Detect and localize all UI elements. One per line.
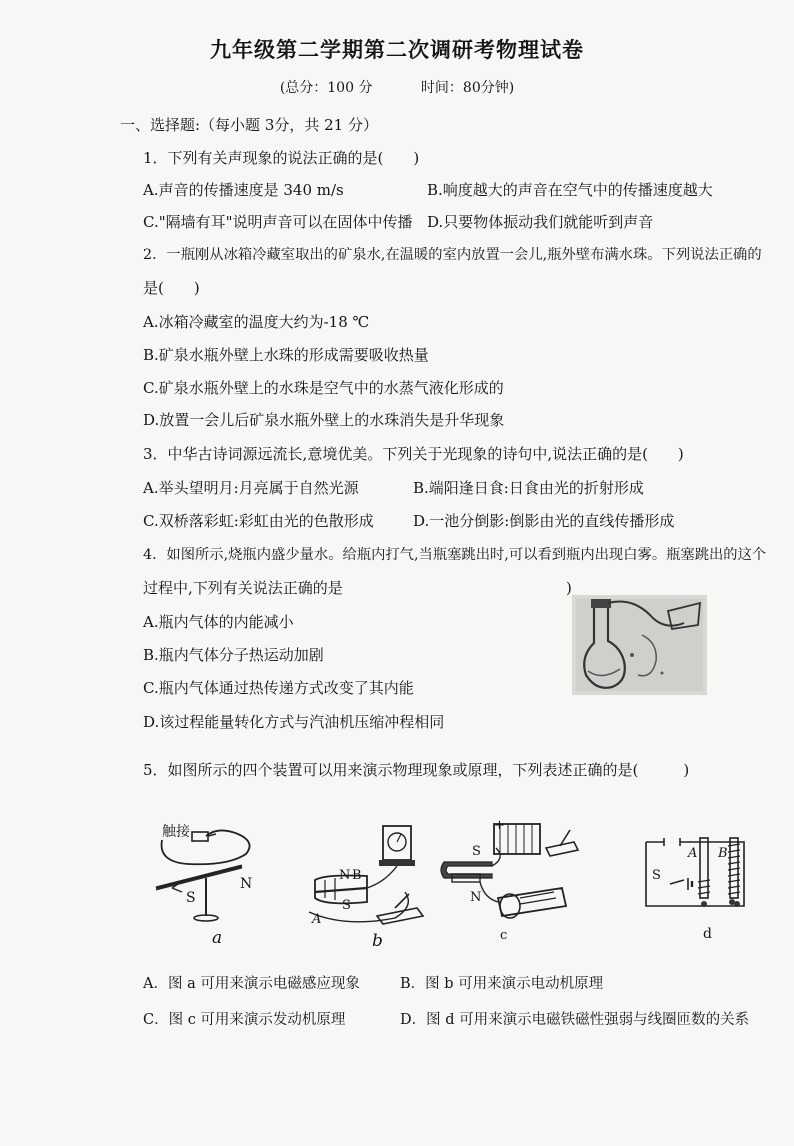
q5-option-d: D．图 d 可用来演示电磁铁磁性强弱与线圈匝数的关系 [400, 1012, 750, 1028]
q5-option-a: A．图 a 可用来演示电磁感应现象 [143, 976, 360, 992]
fig-d-a-label: A [688, 846, 698, 861]
exam-info [0, 77, 794, 97]
q2-stem-line1: 2．一瓶刚从冰箱冷藏室取出的矿泉水,在温暖的室内放置一会儿,瓶外壁布满水珠。下列说法正确的 [143, 247, 762, 263]
q1-option-a: A.声音的传播速度是 340 m/s [143, 181, 344, 199]
fig-d-caption: d [703, 926, 712, 942]
fig-b-n-label: N [339, 868, 351, 883]
q4-option-b: B.瓶内气体分子热运动加剧 [143, 646, 324, 664]
q2-option-d: D.放置一会儿后矿泉水瓶外壁上的水珠消失是升华现象 [143, 411, 505, 429]
fig-c-n-label: N [470, 890, 482, 905]
fig-a-caption: a [212, 928, 223, 948]
q5-option-b: B．图 b 可用来演示电动机原理 [400, 976, 604, 992]
q5-option-c: C．图 c 可用来演示发动机原理 [143, 1012, 346, 1028]
q4-option-c: C.瓶内气体通过热传递方式改变了其内能 [143, 679, 414, 697]
fig-b-s-label: S [342, 898, 351, 913]
q1-option-c: C."隔墙有耳"说明声音可以在固体中传播 [143, 213, 413, 231]
fig-c-caption: c [500, 928, 508, 943]
fig-b-a-label: A [312, 912, 322, 927]
q4-option-a: A.瓶内气体的内能减小 [143, 613, 294, 631]
fig-a-s-label: S [186, 890, 196, 906]
q2-option-a: A.冰箱冷藏室的温度大约为-18 ℃ [143, 313, 370, 331]
fig-d-s-label: S [652, 868, 661, 883]
q3-option-a: A.举头望明月:月亮属于自然光源 [143, 479, 359, 497]
q5-figure-b [305, 822, 430, 934]
q4-option-d: D.该过程能量转化方式与汽油机压缩冲程相同 [143, 713, 445, 731]
q3-stem: 3．中华古诗词源远流长,意境优美。下列关于光现象的诗句中,说法正确的是( ) [143, 445, 684, 463]
q3-option-c: C.双桥落彩虹:彩虹由光的色散形成 [143, 512, 374, 530]
fig-a-touch-label: 触接 [162, 824, 190, 840]
exam-title: 九年级第二学期第二次调研考物理试卷 [210, 37, 584, 62]
q4-flask-figure [572, 595, 707, 695]
fig-c-s-label: S [472, 844, 481, 859]
q5-stem: 5．如图所示的四个装置可以用来演示物理现象或原理，下列表述正确的是( ) [143, 761, 690, 779]
q2-option-b: B.矿泉水瓶外壁上水珠的形成需要吸收热量 [143, 346, 429, 364]
fig-b-caption: b [372, 931, 383, 951]
q3-option-b: B.端阳逢日食:日食由光的折射形成 [413, 479, 644, 497]
exam-time: 时间：80分钟) [420, 80, 515, 96]
fig-c-plus-label: + [494, 818, 505, 833]
fig-a-n-label: N [240, 876, 253, 892]
q1-option-b: B.响度越大的声音在空气中的传播速度越大 [427, 181, 713, 199]
fig-d-b-label: B [718, 846, 728, 861]
q4-stem-line2: 过程中,下列有关说法正确的是 [143, 579, 343, 597]
q2-option-c: C.矿泉水瓶外壁上的水珠是空气中的水蒸气液化形成的 [143, 379, 504, 397]
q1-option-d: D.只要物体振动我们就能听到声音 [427, 213, 654, 231]
fig-b-b-label: B [352, 868, 362, 883]
q5-figure-c [434, 818, 582, 930]
q4-stem-paren: ) [566, 579, 572, 597]
q1-stem: 1．下列有关声现象的说法正确的是( ) [143, 149, 420, 167]
q4-stem-line1: 4．如图所示,烧瓶内盛少量水。给瓶内打气,当瓶塞跳出时,可以看到瓶内出现白雾。瓶塞跳出的这个 [143, 547, 767, 563]
total-score: (总分：100 分 [279, 80, 373, 96]
q2-stem-line2: 是( ) [143, 279, 200, 297]
q3-option-d: D.一池分倒影:倒影由光的直线传播形成 [413, 512, 675, 530]
section-heading: 一、选择题:（每小题 3分，共 21 分） [120, 116, 378, 134]
